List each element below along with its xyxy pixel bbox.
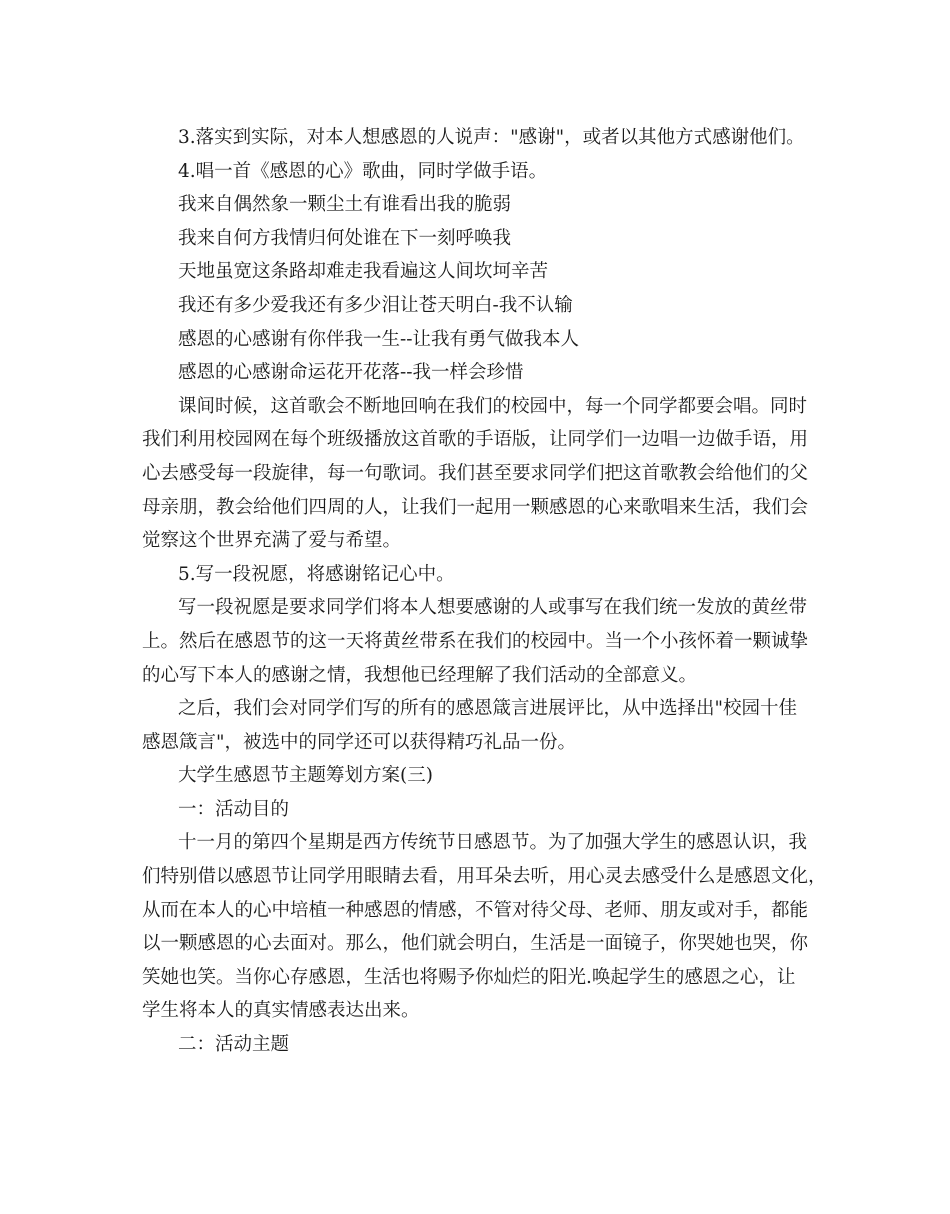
paragraph-purpose bbox=[142, 826, 827, 1028]
paragraph-line: 学生将本人的真实情感表达出来。 bbox=[142, 1000, 420, 1022]
paragraph-evaluation bbox=[142, 692, 814, 759]
paragraph-line: 感恩箴言"，被选中的同学还可以获得精巧礼品一份。 bbox=[142, 731, 577, 753]
list-item-4: 4.唱一首《感恩的心》歌曲，同时学做手语。 bbox=[178, 160, 548, 182]
lyric-line: 感恩的心感谢命运花开花落--我一样会珍惜 bbox=[178, 362, 524, 384]
paragraph-line: 们特别借以感恩节让同学用眼睛去看，用耳朵去听，用心灵去感受什么是感恩文化， bbox=[142, 866, 827, 888]
paragraph-yellow-ribbon bbox=[142, 591, 814, 692]
list-item-3: 3.落实到实际，对本人想感恩的人说声："感谢"，或者以其他方式感谢他们。 bbox=[178, 127, 805, 148]
lyric-line: 感恩的心感谢有你伴我一生--让我有勇气做我本人 bbox=[178, 328, 580, 350]
paragraph-line: 以一颗感恩的心去面对。那么，他们就会明白，生活是一面镜子，你哭她也哭，你 bbox=[142, 933, 809, 955]
paragraph-line: 从而在本人的心中培植一种感恩的情感，不管对待父母、老师、朋友或对手，都能 bbox=[142, 899, 809, 921]
paragraph-song-practice bbox=[142, 390, 814, 558]
paragraph-line: 觉察这个世界充满了爱与希望。 bbox=[142, 530, 402, 552]
paragraph-line: 上。然后在感恩节的这一天将黄丝带系在我们的校园中。当一个小孩怀着一颗诚挚 bbox=[142, 630, 809, 652]
list-item-5: 5.写一段祝愿，将感谢铭记心中。 bbox=[178, 563, 455, 585]
paragraph-line: 母亲朋，教会给他们四周的人，让我们一起用一颗感恩的心来歌唱来生活，我们会 bbox=[142, 496, 809, 518]
paragraph-line: 十一月的第四个星期是西方传统节日感恩节。为了加强大学生的感恩认识，我 bbox=[178, 832, 808, 854]
lyric-line: 我来自偶然象一颗尘土有谁看出我的脆弱 bbox=[178, 194, 512, 216]
lyric-line: 我来自何方我情归何处谁在下一刻呼唤我 bbox=[178, 227, 512, 249]
lyric-line: 我还有多少爱我还有多少泪让苍天明白-我不认输 bbox=[178, 294, 573, 316]
paragraph-line: 之后，我们会对同学们写的所有的感恩箴言进展评比，从中选择出"校园十佳 bbox=[178, 698, 798, 720]
paragraph-line: 课间时候，这首歌会不断地回响在我们的校园中，每一个同学都要会唱。同时 bbox=[178, 395, 808, 417]
paragraph-line: 写一段祝愿是要求同学们将本人想要感谢的人或事写在我们统一发放的黄丝带 bbox=[178, 597, 808, 619]
document-page bbox=[142, 121, 827, 1062]
heading-activity-theme: 二：活动主题 bbox=[178, 1034, 290, 1056]
paragraph-line: 心去感受每一段旋律，每一句歌词。我们甚至要求同学们把这首歌教会给他们的父 bbox=[142, 462, 809, 484]
heading-activity-purpose: 一：活动目的 bbox=[178, 798, 290, 820]
lyric-line: 天地虽宽这条路却难走我看遍这人间坎坷辛苦 bbox=[178, 261, 549, 283]
section-title: 大学生感恩节主题筹划方案(三) bbox=[178, 765, 433, 787]
paragraph-line: 笑她也笑。当你心存感恩，生活也将赐予你灿烂的阳光.唤起学生的感恩之心，让 bbox=[142, 966, 796, 988]
paragraph-line: 的心写下本人的感谢之情，我想他已经理解了我们活动的全部意义。 bbox=[142, 664, 698, 686]
paragraph-line: 我们利用校园网在每个班级播放这首歌的手语版，让同学们一边唱一边做手语，用 bbox=[142, 429, 809, 451]
